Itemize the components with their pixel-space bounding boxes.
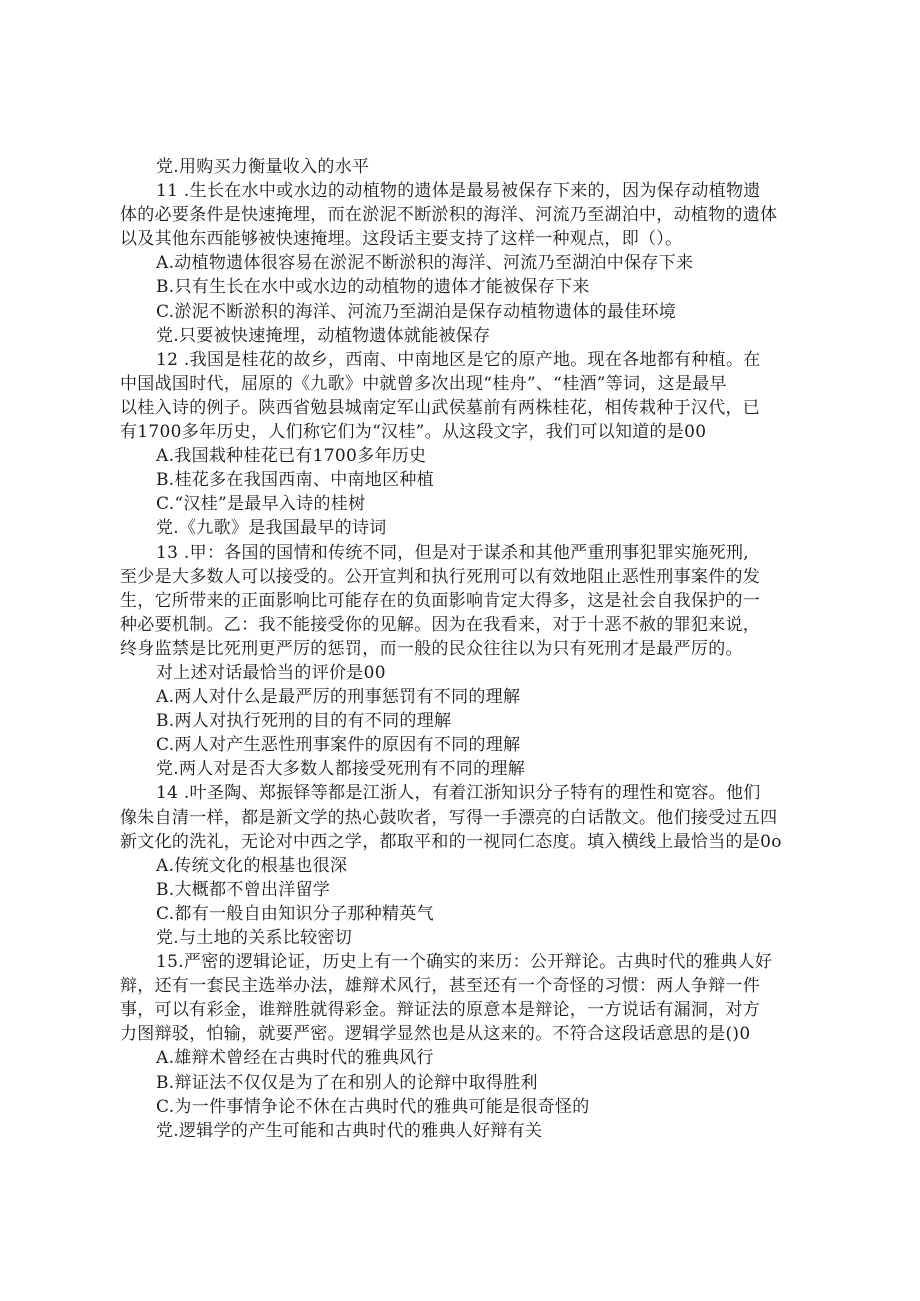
document-page [120, 155, 820, 1143]
option-b-q12: B.桂花多在我国西南、中南地区种植 [156, 470, 434, 491]
option-a-q11: A.动植物遗体很容易在淤泥不断淤积的海洋、河流乃至湖泊中保存下来 [156, 253, 694, 274]
option-a-q15: A.雄辩术曾经在古典时代的雅典风行 [156, 1048, 434, 1069]
question-11-line-3: 以及其他东西能够被快速掩埋。这段话主要支持了这样一种观点，即（）。 [120, 229, 683, 250]
question-13-line-4: 种必要机制。乙：我不能接受你的见解。因为在我看来，对于十恶不赦的罪犯来说， [120, 614, 761, 635]
question-15-line-3: 事，可以有彩金，谁辩胜就得彩金。辩证法的原意本是辩论，一方说话有漏洞，对方 [120, 1000, 761, 1021]
option-b-q11: B.只有生长在水中或水边的动植物的遗体才能被保存下来 [156, 277, 590, 298]
option-b-q14: B.大概都不曾出洋留学 [156, 879, 331, 900]
question-15-line-2: 辩，还有一套民主选举办法，雄辩术风行，甚至还有一个奇怪的习惯：两人争辩一件 [120, 976, 761, 997]
question-15 [120, 950, 820, 1046]
option-b-q15: B.辩证法不仅仅是为了在和别人的论辩中取得胜利 [156, 1072, 538, 1093]
question-15-line-4: 力图辩驳，怕输，就要严密。逻辑学显然也是从这来的。不符合这段话意思的是()0 [120, 1024, 751, 1045]
question-14 [120, 781, 820, 853]
question-11-line-2: 体的必要条件是快速掩埋，而在淤泥不断淤积的海洋、河流乃至湖泊中，动植物的遗体 [120, 205, 778, 226]
question-13-prompt: 对上述对话最恰当的评价是00 [156, 662, 386, 683]
option-d-q13: 党.两人对是否大多数人都接受死刑有不同的理解 [156, 759, 526, 780]
option-d-q10: 党.用购买力衡量收入的水平 [156, 157, 370, 177]
option-c-q15: C.为一件事情争论不休在古典时代的雅典可能是很奇怪的 [156, 1096, 590, 1117]
option-c-q12: C.“汉桂”是最早入诗的桂树 [156, 494, 366, 515]
option-a-q12: A.我国栽种桂花已有1700多年历史 [156, 446, 427, 467]
question-13-line-5: 终身监禁是比死刑更严厉的惩罚，而一般的民众往往以为只有死刑才是最严厉的。 [120, 638, 743, 659]
question-12-line-1: 12 .我国是桂花的故乡，西南、中南地区是它的原产地。现在各地都有种植。在 [156, 349, 761, 370]
option-d-q11: 党.只要被快速掩埋，动植物遗体就能被保存 [156, 325, 491, 346]
option-c-q11: C.淤泥不断淤积的海洋、河流乃至湖泊是保存动植物遗体的最佳环境 [156, 301, 677, 322]
question-12-line-2: 中国战国时代，屈原的《九歌》中就曾多次出现“桂舟”、“桂酒”等词，这是最早 [120, 373, 727, 394]
option-b-q13: B.两人对执行死刑的目的有不同的理解 [156, 711, 452, 732]
question-14-line-2: 像朱自清一样，都是新文学的热心鼓吹者，写得一手漂亮的白话散文。他们接受过五四 [120, 807, 778, 828]
option-a-q14: A.传统文化的根基也很深 [156, 855, 348, 876]
question-13-line-1: 13 .甲：各国的国情和传统不同，但是对于谋杀和其他严重刑事犯罪实施死刑, [156, 542, 749, 563]
option-c-q13: C.两人对产生恶性刑事案件的原因有不同的理解 [156, 735, 521, 756]
option-a-q13: A.两人对什么是最严厉的刑事惩罚有不同的理解 [156, 687, 521, 708]
question-11-line-1: 11 .生长在水中或水边的动植物的遗体是最易被保存下来的，因为保存动植物遗 [156, 181, 761, 202]
question-14-line-1: 14 .叶圣陶、郑振铎等都是江浙人，有着江浙知识分子特有的理性和宽容。他们 [156, 783, 761, 804]
option-d-q14: 党.与土地的关系比较密切 [156, 928, 353, 948]
question-11 [120, 179, 820, 251]
question-12-line-4: 有1700多年历史，人们称它们为“汉桂”。从这段文字，我们可以知道的是00 [120, 422, 707, 443]
question-13-line-3: 生，它所带来的正面影响比可能存在的负面影响肯定大得多，这是社会自我保护的一 [120, 590, 761, 611]
question-12-line-3: 以桂入诗的例子。陕西省勉县城南定军山武侯墓前有两株桂花，相传栽种于汉代，已 [120, 397, 761, 418]
option-c-q14: C.都有一般自由知识分子那种精英气 [156, 903, 434, 924]
question-13-line-2: 至少是大多数人可以接受的。公开宣判和执行死刑可以有效地阻止恶性刑事案件的发 [120, 566, 761, 587]
question-12 [120, 348, 820, 444]
option-d-q15: 党.逻辑学的产生可能和古典时代的雅典人好辩有关 [156, 1120, 543, 1141]
question-14-line-3: 新文化的洗礼，无论对中西之学，都取平和的一视同仁态度。填入横线上最恰当的是0o [120, 831, 782, 852]
option-d-q12: 党.《九歌》是我国最早的诗词 [156, 518, 387, 539]
question-15-line-1: 15.严密的逻辑论证，历史上有一个确实的来历：公开辩论。古典时代的雅典人好 [156, 952, 773, 973]
question-13 [120, 541, 820, 661]
